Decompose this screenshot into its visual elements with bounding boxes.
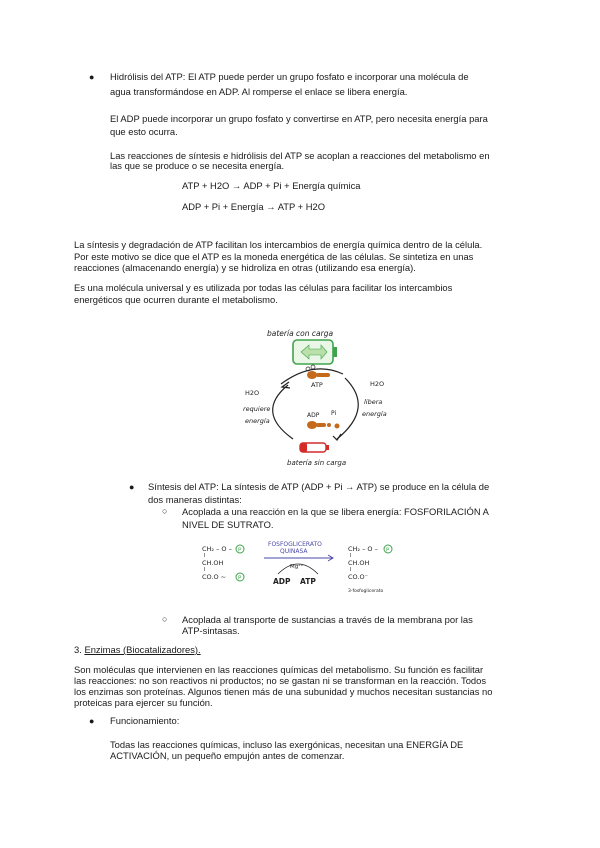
left-line-2: CH.OH [202,559,224,567]
hydrolysis-line-1: Hidrólisis del ATP: El ATP puede perder un grupo fosfato e incorporar una molécula de [110,71,469,82]
bottom-battery-label: batería sin carga [287,459,347,467]
charged-battery-icon [293,340,337,364]
adp-para-line-1: El ADP puede incorporar un grupo fosfato y convertirse en ATP, pero necesita energía para [110,113,488,124]
coupled-para-line-1: Las reacciones de síntesis e hidrólisis del ATP se acoplan a reacciones del metabolismo en [110,150,490,161]
synthesis-line-1: Síntesis del ATP: La síntesis de ATP (ADP + Pi → ATP) se produce en la célula de [148,481,490,492]
atp-label: ATP [311,381,323,389]
universal-para-line-2: energéticos que ocurren durante el metabolismo. [74,294,278,305]
atp-cycle-diagram [225,322,395,472]
hydrolysis-line-2: agua transformándose en ADP. Al romperse el enlace se libera energía. [110,86,408,97]
enzymes-para-line-1: Son moléculas que intervienen en las reacciones químicas del metabolismo. Su función es facilitar [74,664,484,675]
sub2-line-1: Acoplada al transporte de sustancias a través de la membrana por las [182,614,473,625]
energy-label-left: energía [245,417,270,425]
energy-label-right: energía [362,410,387,418]
synthesis-bullet: ● [129,482,135,492]
enzymes-para-line-4: proteicas para ejercer su función. [74,697,213,708]
enzymes-para-line-2: las reacciones: no son reactivos ni productos; no se gastan ni se transforman en la reacción. Todos [74,675,487,686]
right-bond-1: I [350,553,352,559]
right-line-2: CH.OH [348,559,370,567]
left-bond-2: I [204,567,206,573]
phosphate-right: P [386,547,390,554]
adp-label: ADP [307,412,320,419]
enzyme-name-1: FOSFOGLICERATO [268,541,322,548]
enzymes-title: Enzimas (Biocatalizadores). [84,644,201,655]
coupled-para-line-2: las que se produce o se necesita energía. [110,160,285,171]
operation-label: Funcionamiento: [110,715,180,726]
sub2-line-2: ATP-sintasas. [182,625,240,636]
substrate-phosphorylation-reaction [198,538,438,598]
exchange-para-line-2: Por este motivo se dice que el ATP es la moneda energética de las células. Se sintetiza en unas [74,251,474,262]
sub1-line-2: NIVEL DE SUTRATO. [182,519,274,530]
equation-hydrolysis: ATP + H2O → ADP + Pi + Energía química [182,180,361,191]
magnesium-label: Mg²⁺ [290,564,304,570]
enzymes-para-line-3: los enzimas son proteínas. Algunos tienen más de una subunidad y muchos necesitan sustancias no [74,686,493,697]
operation-bullet: ● [89,716,95,726]
hydrolysis-bullet: ● [89,72,95,82]
adp-molecule-icon [307,421,340,429]
right-line-1: CH₂ – O – [348,545,378,553]
adp-para-line-2: que esto ocurra. [110,126,178,137]
sub2-bullet: ○ [162,614,168,624]
sub1-line-1: Acoplada a una reacción en la que se libera energía: FOSFORILACIÓN A [182,506,489,517]
atp-molecule-icon [306,365,330,379]
right-bond-2: I [350,567,352,573]
left-h2o-label: H2O [245,389,260,397]
reaction-atp-label: ATP [300,577,316,586]
synthesis-line-2: dos maneras distintas: [148,494,242,505]
right-h2o-label: H2O [370,380,385,388]
cycle-arrow-left [273,385,293,439]
exchange-para-line-1: La síntesis y degradación de ATP facilitan los intercambios de energía química dentro de la célula. [74,239,483,250]
releases-label: libera [364,398,383,406]
discharged-battery-icon [300,443,329,452]
enzymes-heading [74,644,201,656]
phosphate-left-2: P [238,575,242,582]
cycle-arrow-right [337,378,358,439]
universal-para-line-1: Es una molécula universal y es utilizada por todas las células para facilitar los intercambios [74,282,453,293]
exchange-para-line-3: reacciones (almacenando energía) y se hidroliza en otras (utilizando esa energía). [74,262,416,273]
reaction-adp-label: ADP [273,577,291,586]
left-line-1: CH₂ – O – [202,545,232,553]
left-line-3: CO.O ~ [202,573,227,581]
equation-synthesis: ADP + Pi + Energía → ATP + H2O [182,201,326,212]
product-label: 3-fosfoglicerato [348,589,384,594]
operation-para-line-2: ACTIVACIÓN, un pequeño empujón antes de comenzar. [110,750,345,761]
right-line-3: CO.O⁻ [348,573,369,581]
pi-label: Pi [331,410,337,417]
operation-para-line-1: Todas las reacciones químicas, incluso las exergónicas, necesitan una ENERGÍA DE [110,739,464,750]
enzymes-number: 3. [74,644,82,655]
top-battery-label: batería con carga [267,329,334,338]
enzyme-name-2: QUINASA [280,548,308,555]
phosphate-left-1: P [238,547,242,554]
requires-label: requiere [243,405,271,413]
left-bond-1: I [204,553,206,559]
sub1-bullet: ○ [162,506,168,516]
